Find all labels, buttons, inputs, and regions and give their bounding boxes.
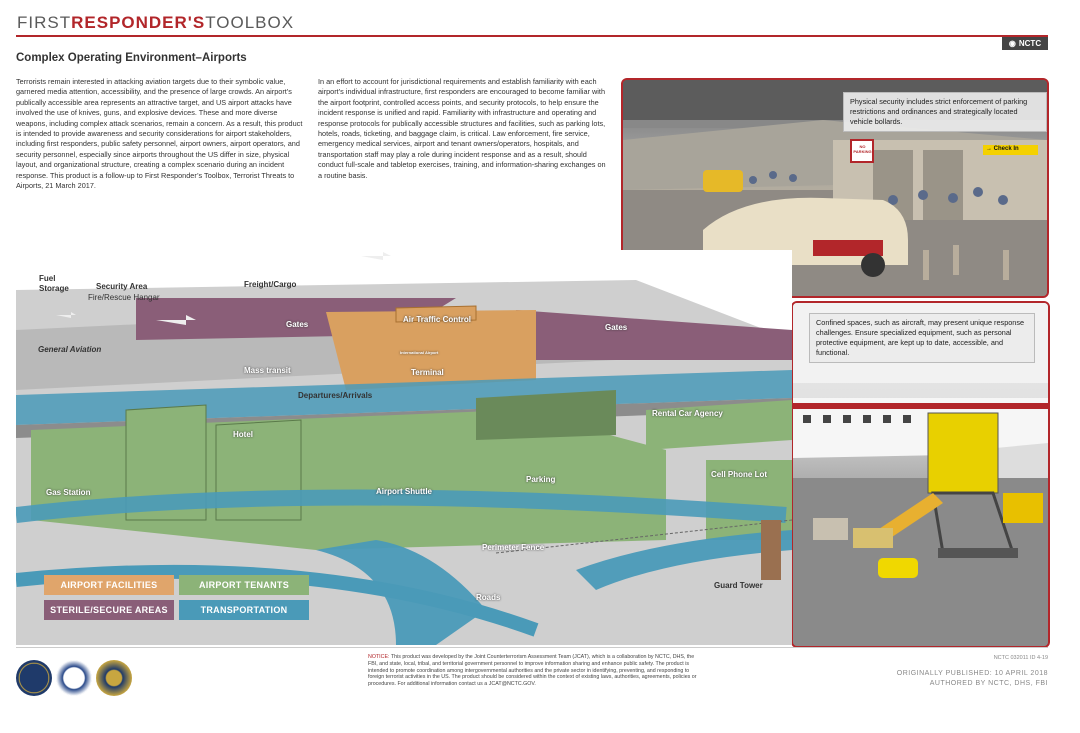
page-title: Complex Operating Environment–Airports (16, 52, 247, 64)
brand-first: FIRST (17, 13, 72, 32)
intro-paragraph-1: Terrorists remain interested in attacking aviation targets due to their symbolic value, garnered media attention, accessibility, and the presence of large crowds. An airport’s publically accessible area represents an attractive target, and US airport attacks have involved the use of knives, guns, and explosive devices. These and more diverse weapons, including complex attack scenarios, remain a concern. As a result, this product is intended to provide awareness and security considerations for airport stakeholders, including first responders, public safety personnel, airport owners, airport operators, and security personnel, especially since airports throughout the US differ in size, physical layout, and organizational structure, creating a complex scenario during an incident response. This product is a follow-up to First Responder’s Toolbox, Terrorist Threats to Airports, 21 March 2017. (16, 77, 303, 191)
security-area-label: Security Area (96, 282, 148, 291)
fuel-storage-label: Fuel Storage (39, 274, 69, 293)
mass-transit-label: Mass transit (244, 366, 291, 375)
freight-cargo-label: Freight/Cargo (244, 280, 297, 289)
no-parking-sign: NO PARKING (853, 144, 872, 154)
legend-sterile-secure-areas: STERILE/SECURE AREAS (44, 600, 174, 620)
roads-label: Roads (476, 593, 501, 602)
header-rule (16, 35, 1048, 37)
gates-right-label: Gates (605, 323, 628, 332)
guard-tower-label: Guard Tower (714, 581, 763, 590)
rental-car-agency-label: Rental Car Agency (652, 409, 723, 418)
gas-station-label: Gas Station (46, 488, 91, 497)
toolbox-brand (17, 13, 294, 33)
fbi-seal-icon (96, 660, 132, 696)
footer-rule (16, 647, 1048, 648)
publication-info (897, 669, 1048, 689)
dhs-seal-icon (56, 660, 92, 696)
odni-seal-icon (16, 660, 52, 696)
confined-spaces-callout: Confined spaces, such as aircraft, may present unique response challenges. Ensure specialized equipment, such as personal protective equipment, are kept up to date, accessible, and functional. (809, 313, 1035, 363)
originally-published: ORIGINALLY PUBLISHED: 10 APRIL 2018 (896, 670, 1048, 677)
perimeter-fence-label: Perimeter Fence (482, 543, 545, 552)
notice-text (368, 654, 700, 688)
notice-label: NOTICE: (368, 654, 390, 660)
intro-paragraph-2: In an effort to account for jurisdictional requirements and establish familiarity with each airport’s individual infrastructure, first responders are encouraged to become familiar with the airport footprint, controlled access points, and security protocols, to help ensure the incident response is unified and rapid. Familiarity with infrastructure and operating and response protocols for publically accessible structures and facilities, such as parking lots, hotels, roads, ticketing, and baggage claim, is critical. Law enforcement, fire service, emergency medical services, airport and tenant owners/operators, hospitals, and transportation staff may play a role during incident response and as a result, should conduct full-scale and tabletop exercises, training, and information-sharing exchanges on a routine basis. (318, 77, 606, 180)
airport-shuttle-label: Airport Shuttle (376, 487, 432, 496)
nctc-badge (1002, 37, 1048, 50)
fire-rescue-hangar-label: Fire/Rescue Hangar (88, 293, 160, 302)
general-aviation-label: General Aviation (38, 345, 102, 354)
departures-arrivals-label: Departures/Arrivals (298, 391, 373, 400)
legend-transportation: TRANSPORTATION (179, 600, 309, 620)
notice-body: This product was developed by the Joint Counterterrorism Assessment Team (JCAT), which is a collaboration by NCTC, DHS, the FBI, and state, local, tribal, and territorial government personnel to improve information sharing and enhance public safety. The product is intended to promote coordination among intergovernmental authorities and the private sector in identifying, preventing, and responding to foreign terrorist activities in the US. The product should be considered within the context of existing laws, authorities, agreements, policies or procedures. For additional information contact us a JCAT@NCTC.GOV. (368, 654, 697, 688)
gates-left-label: Gates (286, 320, 309, 329)
airport-map (16, 250, 792, 645)
air-traffic-control-label: Air Traffic Control (403, 315, 472, 324)
legend-airport-tenants: AIRPORT TENANTS (179, 575, 309, 595)
parking-label: Parking (526, 475, 556, 484)
hotel-label: Hotel (233, 430, 253, 439)
aircraft-ramp-photo (791, 301, 1050, 648)
authored-by: AUTHORED BY NCTC, DHS, FBI (929, 680, 1048, 687)
product-code: NCTC 032011 ID 4-19 (993, 655, 1048, 661)
nctc-badge-label: NCTC (1018, 39, 1042, 48)
physical-security-callout: Physical security includes strict enforcement of parking restrictions and ordinances and strategically located vehicle bollards. (843, 92, 1047, 132)
international-airport-sign: International Airport (400, 350, 439, 355)
legend-airport-facilities: AIRPORT FACILITIES (44, 575, 174, 595)
checkin-sign: → Check In (986, 146, 1019, 152)
brand-toolbox: TOOLBOX (205, 13, 295, 32)
nctc-logo-icon: ◉ (1008, 39, 1016, 48)
cell-phone-lot-label: Cell Phone Lot (711, 470, 767, 479)
brand-responders: RESPONDER'S (71, 13, 206, 32)
terminal-label: Terminal (411, 368, 444, 377)
